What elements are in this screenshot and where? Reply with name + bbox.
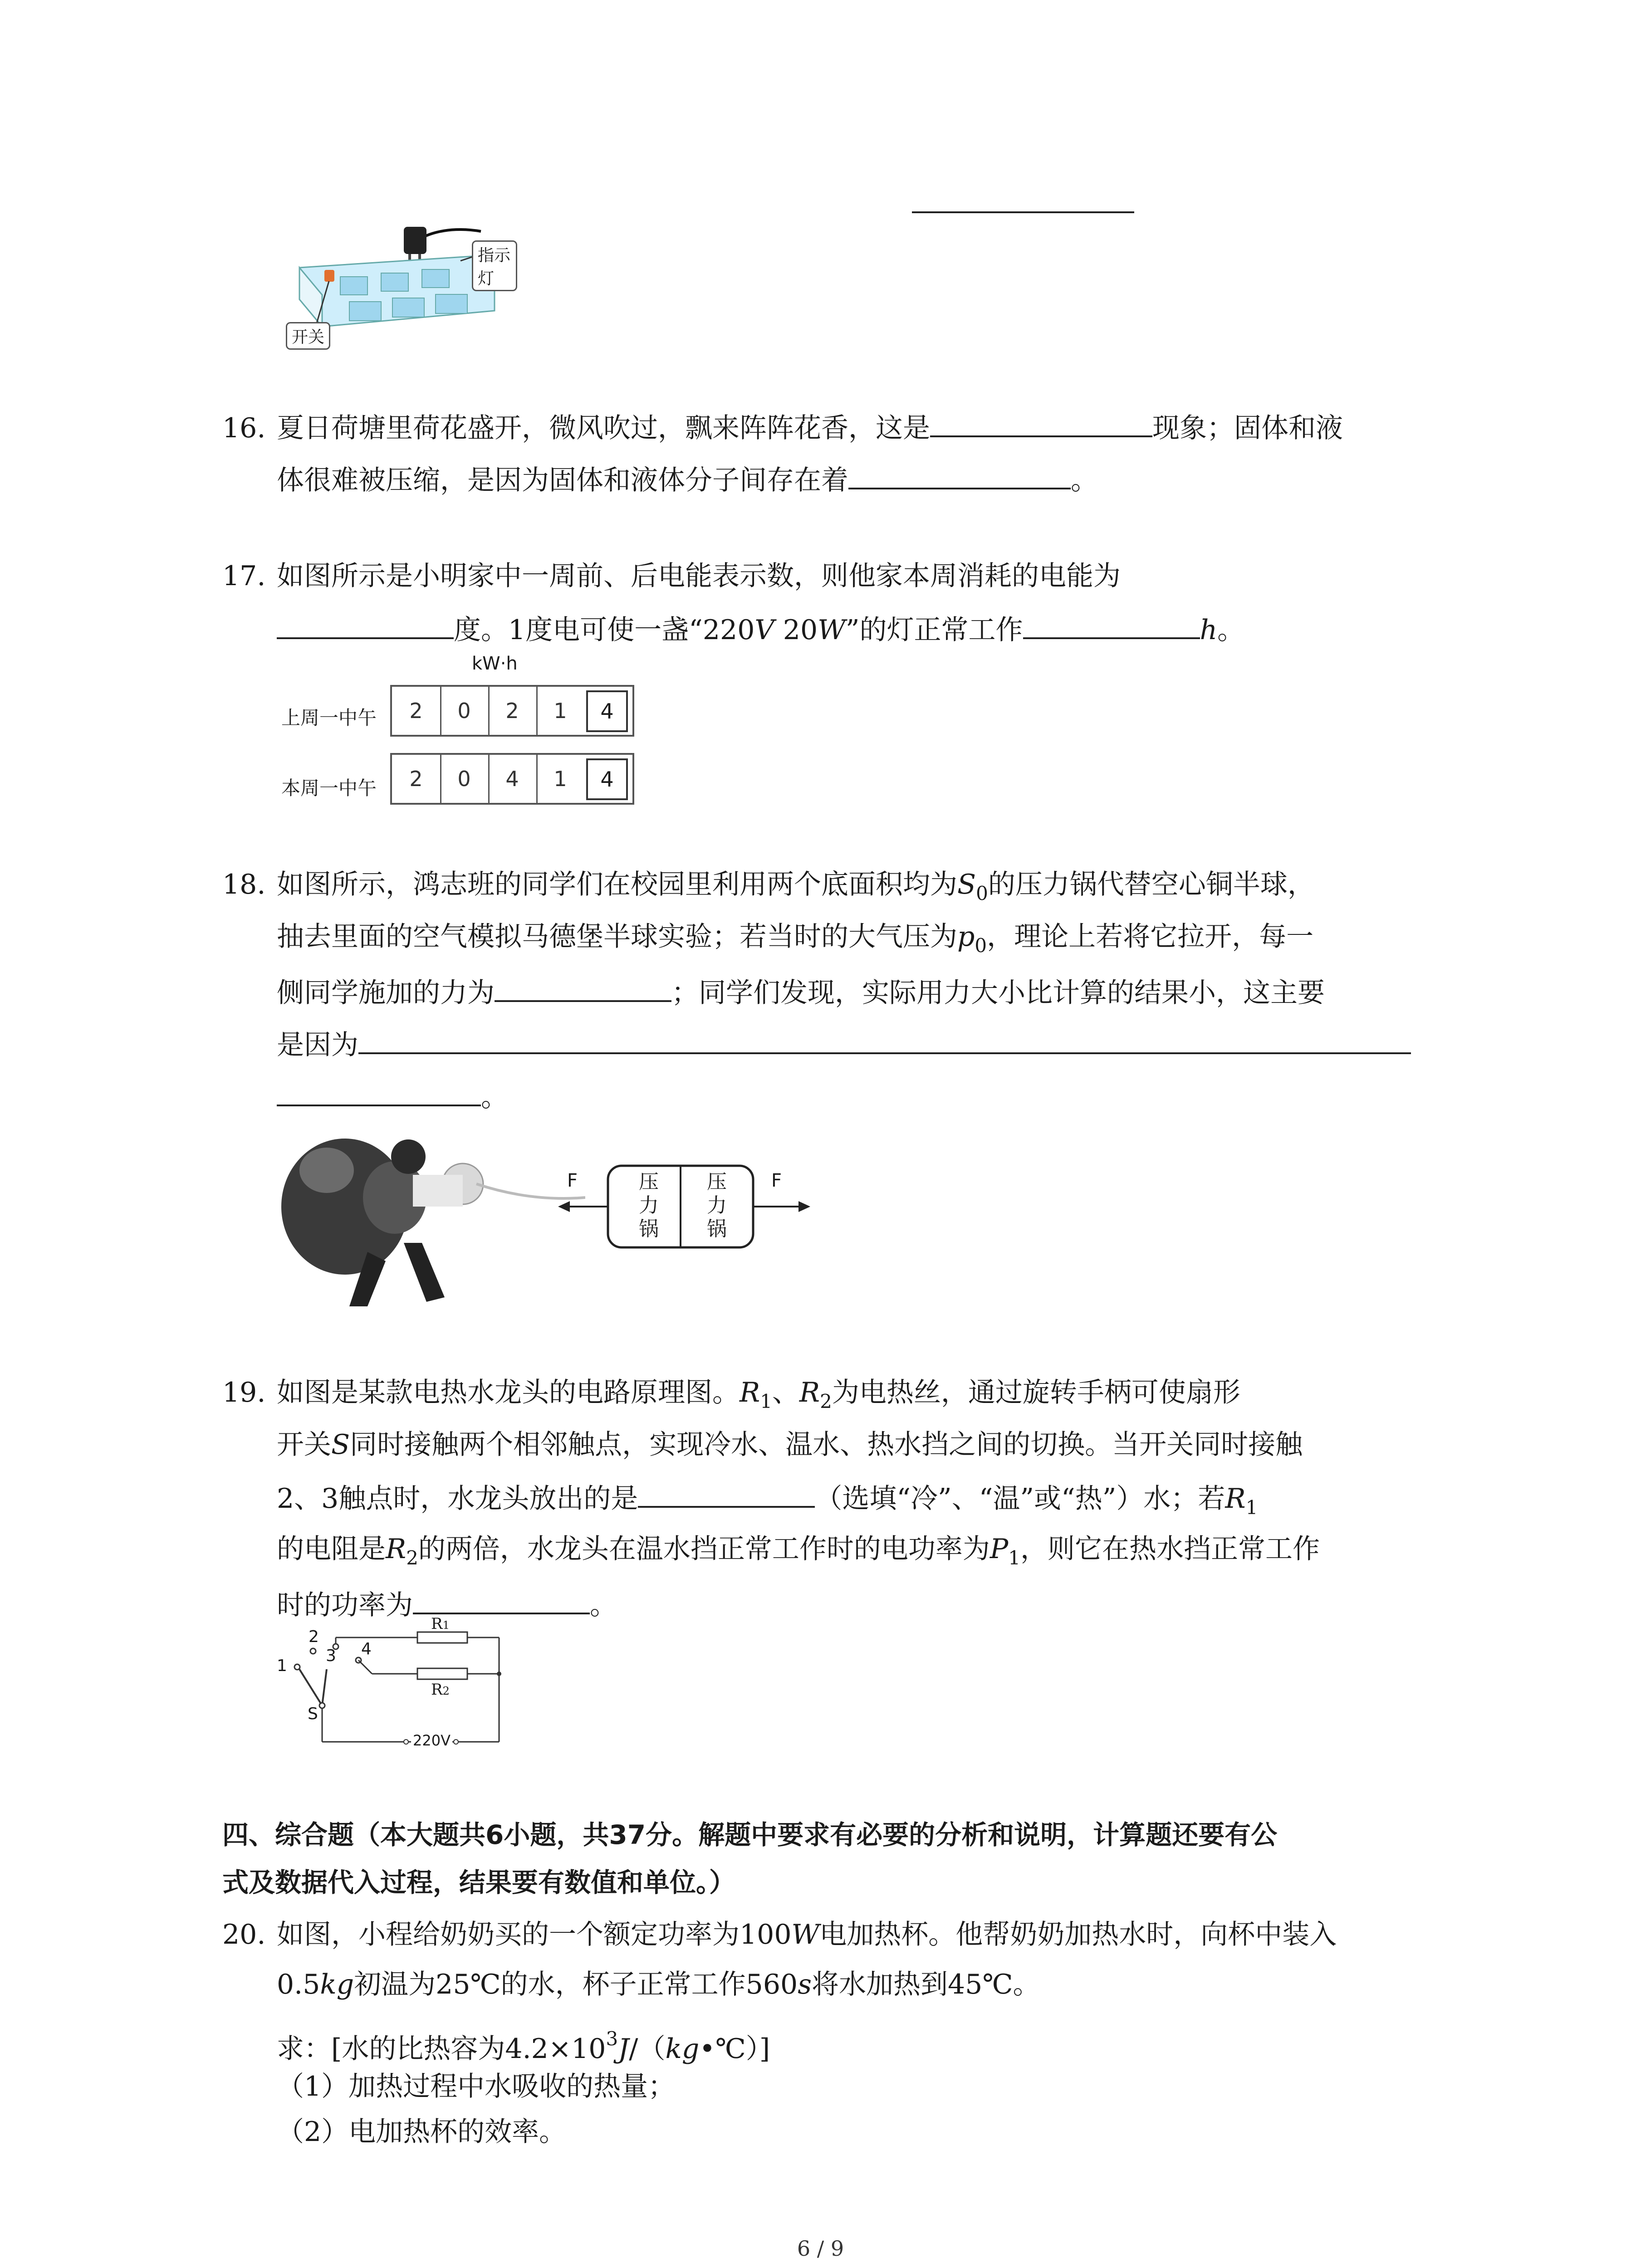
pot-label-left: 压 力 锅 <box>639 1170 659 1241</box>
meter-digit: 2 <box>488 687 538 735</box>
question-number: 19. <box>222 1377 266 1408</box>
contact-label-3: 3 <box>326 1647 336 1665</box>
supply-voltage-label: 220V <box>411 1732 452 1749</box>
q18-line-1: 18. 如图所示，鸿志班的同学们在校园里利用两个底面积均为$S_0$的压力锅代替空心铜半球， <box>222 866 1315 912</box>
page-number: 6 / 9 <box>797 2236 844 2261</box>
faucet-circuit-diagram <box>272 1615 526 1760</box>
q17-blank-1[interactable] <box>277 610 454 639</box>
q19-line-2: 开关S同时接触两个相邻触点，实现冷水、温水、热水挡之间的切换。当开关同时接触 <box>277 1429 1303 1461</box>
switch-label: 开关 <box>286 322 330 350</box>
question-number: 16. <box>222 412 266 444</box>
meter-digit: 1 <box>554 767 567 791</box>
meter-reading-last-week <box>390 685 634 737</box>
q16-blank-2[interactable] <box>848 460 1071 489</box>
contact-label-2: 2 <box>309 1628 319 1646</box>
meter-unit-label: kW·h <box>472 653 518 674</box>
q16-line-1: 16. 夏日荷塘里荷花盛开，微风吹过，飘来阵阵花香，这是 现象；固体和液 <box>222 408 1343 446</box>
switch-s-label: S <box>308 1705 318 1723</box>
q18-line-3: 侧同学施加的力为 ；同学们发现，实际用力大小比计算的结果小，这主要 <box>277 973 1325 1011</box>
pot-label-right: 压 力 锅 <box>707 1170 727 1241</box>
q18-blank-1[interactable] <box>495 973 671 1002</box>
meter-row-label-this-week: 本周一中午 <box>281 777 377 799</box>
q19-blank-2[interactable] <box>413 1585 590 1614</box>
q18-line-4: 是因为 <box>277 1025 1411 1063</box>
q16-line-2: 体很难被压缩，是因为固体和液体分子间存在着 。 <box>277 460 1098 499</box>
meter-digit: 4 <box>488 755 538 803</box>
meter-digit: 1 <box>554 699 567 723</box>
contact-label-1: 1 <box>277 1657 287 1675</box>
meter-digit: 0 <box>440 687 490 735</box>
students-pulling-photo <box>277 1116 585 1311</box>
force-label-left: F <box>567 1170 578 1191</box>
question-number: 18. <box>222 869 266 900</box>
q16-blank-1[interactable] <box>930 408 1152 437</box>
section-4-heading-line-1: 四、综合题（本大题共6小题，共37分。解题中要求有必要的分析和说明，计算题还要有公 <box>222 1819 1278 1850</box>
q20-line-1: 20. 如图，小程给奶奶买的一个额定功率为100W电加热杯。他帮奶奶加热水时，向杯中装入 <box>222 1916 1337 1953</box>
q18-line-5: 。 <box>277 1077 508 1115</box>
q15-answer-blank[interactable] <box>912 181 1134 213</box>
q20-sub-question-1: （1）加热过程中水吸收的热量； <box>277 2071 676 2102</box>
q20-line-3: 求：[水的比热容为$4.2\times 10^3J/(kg•℃)$] <box>277 2028 770 2065</box>
meter-reading-this-week <box>390 753 634 805</box>
students-pulling-drawing <box>277 1116 585 1311</box>
q19-line-5: 时的功率为 。 <box>277 1585 617 1623</box>
meter-digit: 0 <box>440 755 490 803</box>
question-number: 17. <box>222 560 266 592</box>
resistor-r1-label: R1 <box>431 1615 450 1633</box>
q17-line-1: 17. 如图所示是小明家中一周前、后电能表示数，则他家本周消耗的电能为 <box>222 558 1121 594</box>
meter-decimal-box: 4 <box>586 690 628 732</box>
q19-line-3: 2、3触点时，水龙头放出的是 （选填“冷”、“温”或“热”）水；若$R_1$ <box>277 1479 1258 1526</box>
q19-blank-1[interactable] <box>638 1479 815 1508</box>
resistor-r2-label: R2 <box>431 1681 450 1699</box>
q20-line-2: 0.5kg初温为25℃的水，杯子正常工作560s将水加热到45℃。 <box>277 1969 1040 2000</box>
meter-decimal-box: 4 <box>586 758 628 800</box>
indicator-lamp-label: 指示灯 <box>472 240 517 291</box>
meter-digit: 2 <box>392 755 441 803</box>
q19-line-1: 19. 如图是某款电热水龙头的电路原理图。$R_1$、$R_2$为电热丝，通过旋转手柄可使扇形 <box>222 1374 1240 1420</box>
pressure-pot-diagram <box>558 1161 812 1252</box>
q17-line-2: 度。1度电可使一盏“220V 20W”的灯正常工作 h。 <box>277 610 1244 648</box>
question-number: 20. <box>222 1919 266 1950</box>
meter-row-label-last-week: 上周一中午 <box>281 707 377 729</box>
section-4-heading-line-2: 式及数据代入过程，结果要有数值和单位。） <box>222 1867 736 1898</box>
q18-blank-2-continued[interactable] <box>277 1077 481 1106</box>
force-label-right: F <box>771 1170 782 1191</box>
contact-label-4: 4 <box>361 1640 372 1658</box>
q18-blank-2[interactable] <box>358 1025 1411 1054</box>
meter-digit: 2 <box>392 687 441 735</box>
q20-sub-question-2: （2）电加热杯的效率。 <box>277 2116 567 2148</box>
q18-line-2: 抽去里面的空气模拟马德堡半球实验；若当时的大气压为$p_0$，理论上若将它拉开，每一 <box>277 921 1314 957</box>
q17-blank-2[interactable] <box>1023 610 1200 639</box>
power-strip-figure <box>281 213 517 363</box>
q19-line-4: 的电阻是$R_2$的两倍，水龙头在温水挡正常工作时的电功率为$P_1$，则它在热水挡正常工作 <box>277 1533 1320 1569</box>
